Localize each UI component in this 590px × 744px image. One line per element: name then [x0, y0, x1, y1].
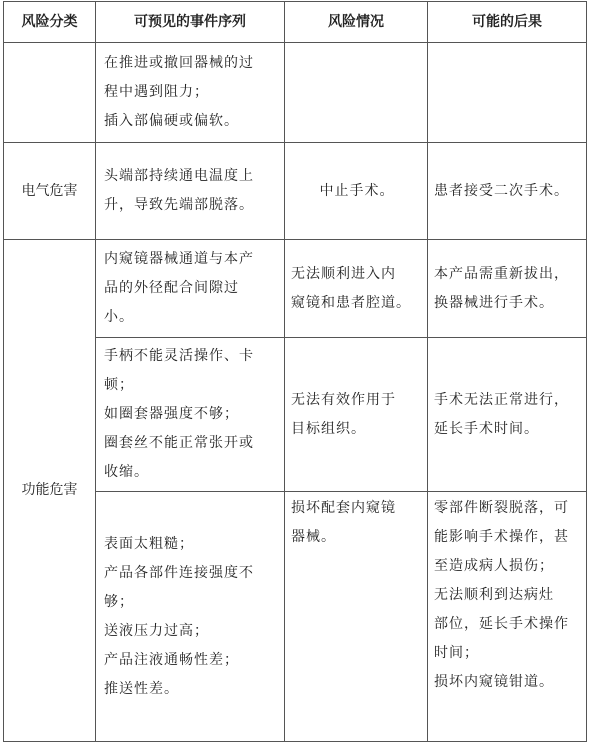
- situation-cell: [285, 43, 428, 143]
- table-row: [4, 43, 587, 143]
- situation-cell: [285, 492, 428, 742]
- sequence-cell: [96, 43, 285, 143]
- consequence-cell: [428, 338, 587, 492]
- sequence-cell: [96, 338, 285, 492]
- cell-line: 部位，延长手术操作: [434, 616, 569, 632]
- cell-line: 推送性差。: [104, 680, 179, 697]
- cell-line: 小。: [104, 309, 134, 325]
- category-cell: [4, 43, 96, 143]
- cell-line: 窥镜和患者腔道。: [291, 294, 411, 311]
- consequence-cell: [428, 43, 587, 143]
- cell-line: 至造成病人损伤；: [434, 558, 554, 574]
- situation-cell: [285, 338, 428, 492]
- header-consequence: 可能的后果: [428, 2, 587, 43]
- cell-line: 时间；: [434, 645, 479, 661]
- consequence-cell: [428, 492, 587, 742]
- cell-line: 器械。: [291, 529, 336, 545]
- cell-line: 能影响手术操作，甚: [434, 529, 569, 545]
- sequence-cell: [96, 240, 285, 338]
- cell-line: 收缩。: [104, 464, 149, 480]
- cell-line: 在推进或撤回器械的过: [104, 55, 254, 71]
- cell-line: 本产品需重新拔出，: [434, 265, 569, 282]
- category-cell: 功能危害: [4, 240, 96, 742]
- cell-line: 手术无法正常进行，: [434, 391, 569, 408]
- cell-line: 够；: [104, 593, 134, 610]
- cell-line: 延长手术时间。: [434, 420, 539, 437]
- cell-line: 损坏配套内窥镜: [291, 500, 396, 516]
- cell-line: 圈套丝不能正常张开或: [104, 435, 254, 451]
- cell-line: 内窥镜器械通道与本产: [104, 251, 254, 267]
- header-risk-situation: 风险情况: [285, 2, 428, 43]
- sequence-cell: [96, 492, 285, 742]
- header-category: 风险分类: [4, 2, 96, 43]
- cell-line: 如圈套器强度不够；: [104, 406, 239, 422]
- cell-line: 中止手术。: [319, 182, 395, 199]
- cell-line: 产品各部件连接强度不: [104, 564, 254, 581]
- table-row: [4, 143, 587, 240]
- cell-line: 品的外径配合间隙过: [104, 280, 239, 296]
- header-row: [4, 2, 587, 43]
- cell-line: 插入部偏硬或偏软。: [104, 113, 239, 129]
- situation-cell: [285, 240, 428, 338]
- cell-line: 手柄不能灵活操作、卡: [104, 348, 254, 364]
- cell-line: 送液压力过高；: [104, 622, 209, 639]
- cell-line: 头端部持续通电温度上: [104, 168, 254, 184]
- consequence-cell: [428, 143, 587, 240]
- table-row: [4, 240, 587, 338]
- cell-line: 无法有效作用于: [291, 391, 396, 408]
- cell-line: 目标组织。: [291, 420, 366, 437]
- cell-line: 换器械进行手术。: [434, 294, 554, 311]
- cell-line: 表面太粗糙；: [104, 535, 194, 552]
- cell-line: 损坏内窥镜钳道。: [434, 674, 554, 690]
- cell-line: 程中遇到阻力；: [104, 84, 209, 100]
- cell-line: 产品注液通畅性差；: [104, 651, 239, 668]
- consequence-cell: [428, 240, 587, 338]
- cell-line: 顿；: [104, 377, 134, 393]
- cell-line: 零部件断裂脱落，可: [434, 500, 569, 516]
- risk-table: [3, 1, 587, 742]
- cell-line: 无法顺利进入内: [291, 265, 396, 282]
- situation-cell: [285, 143, 428, 240]
- category-cell: 电气危害: [4, 143, 96, 240]
- cell-line: 升，导致先端部脱落。: [104, 197, 254, 213]
- cell-line: 患者接受二次手术。: [434, 182, 569, 199]
- header-event-sequence: 可预见的事件序列: [96, 2, 285, 43]
- sequence-cell: [96, 143, 285, 240]
- cell-line: 无法顺利到达病灶: [434, 587, 554, 603]
